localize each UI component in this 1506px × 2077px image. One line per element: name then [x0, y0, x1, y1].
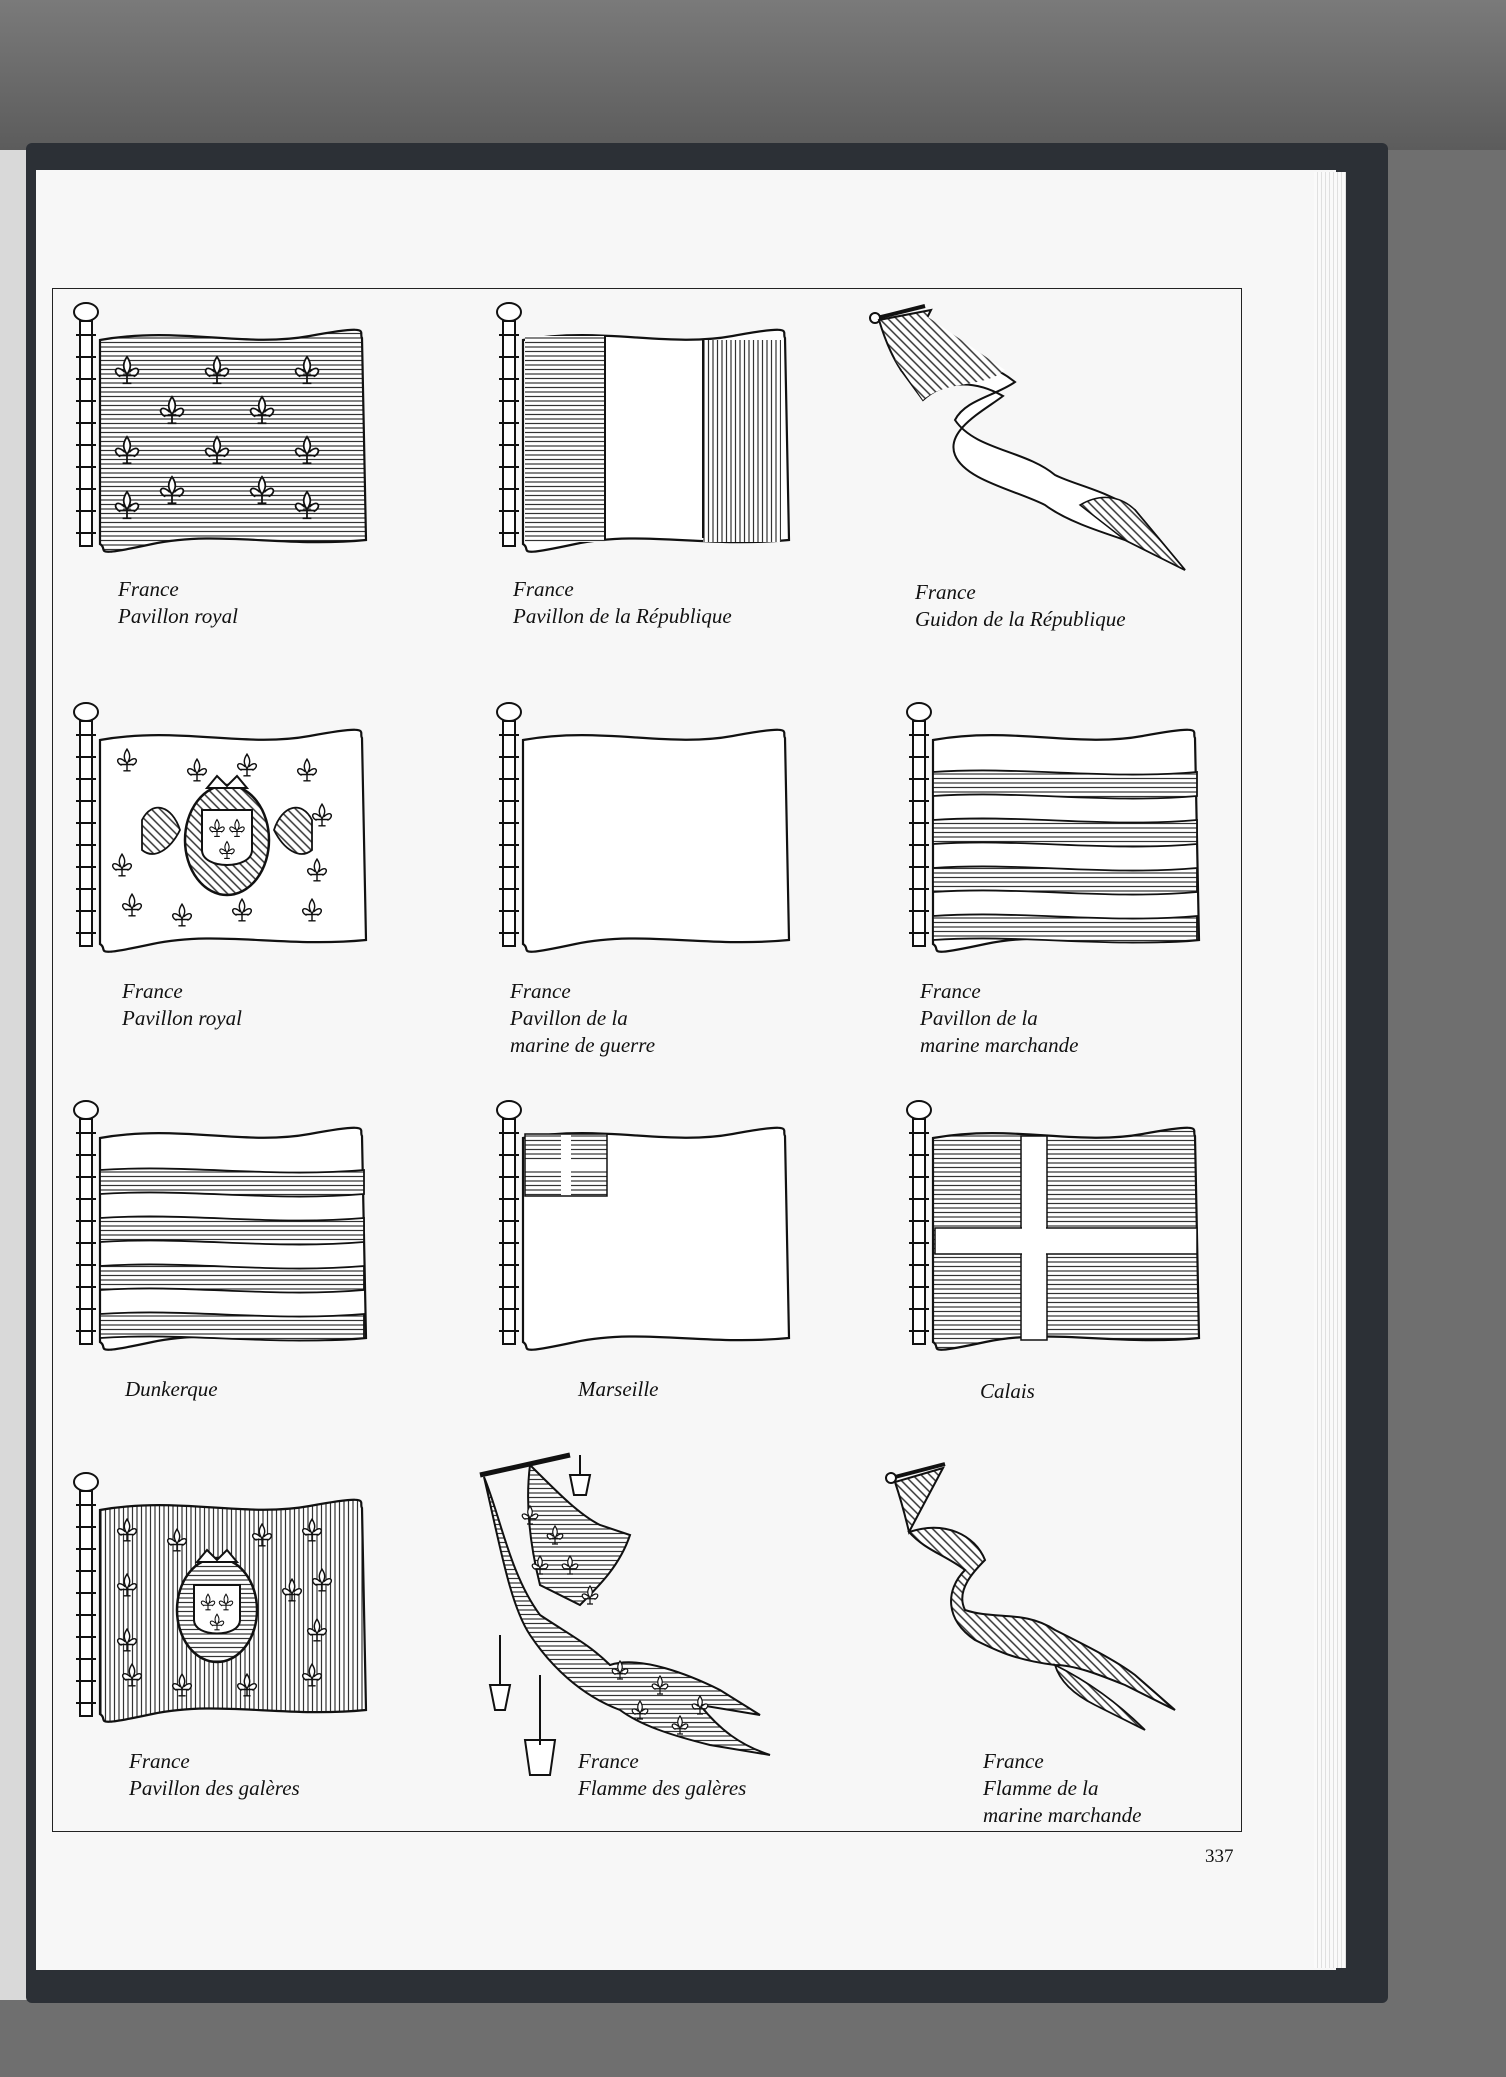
page-edges [1314, 172, 1346, 1968]
cross-horizontal [525, 1161, 607, 1171]
flag-royal-arms-illustration [72, 700, 392, 970]
stripe [933, 914, 1197, 942]
caption-line: France [122, 979, 183, 1003]
caption-line: France [578, 1749, 639, 1773]
caption-line: Flamme de la [983, 1776, 1099, 1800]
caption-line: Dunkerque [125, 1377, 218, 1401]
pole-finial [907, 703, 931, 721]
caption-line: Flamme des galères [578, 1776, 747, 1800]
stripe [100, 1312, 364, 1340]
caption-line: Pavillon de la [510, 1006, 628, 1030]
caption-line: Calais [980, 1379, 1035, 1403]
caption-line: France [920, 979, 981, 1003]
caption-line: France [915, 580, 976, 604]
caption-line: France [129, 1749, 190, 1773]
flag-field [100, 330, 366, 552]
flag-caption [915, 579, 1126, 633]
caption-line: marine marchande [983, 1803, 1142, 1827]
flag-caption [920, 978, 1078, 1059]
streamer-ribbon [909, 1528, 1175, 1710]
page-number: 337 [1205, 1846, 1234, 1867]
caption-line: France [118, 577, 179, 601]
pole-finial [907, 1101, 931, 1119]
caption-line: Marseille [578, 1377, 659, 1401]
flag-caption [578, 1376, 658, 1403]
stripe [933, 770, 1197, 798]
flag-pole [80, 1491, 92, 1716]
flag-pole [503, 721, 515, 946]
flag-caption [980, 1378, 1035, 1405]
flag-caption [513, 576, 732, 630]
flag-caption [983, 1748, 1141, 1829]
pole-finial [497, 1101, 521, 1119]
flag-caption [122, 978, 242, 1032]
caption-line: France [510, 979, 571, 1003]
flag-pole [913, 721, 925, 946]
caption-line: France [513, 577, 574, 601]
flag-field [523, 730, 789, 952]
band-red [703, 340, 781, 542]
band-blue [525, 336, 605, 542]
streamer-head [895, 1468, 943, 1532]
flag-tricolore-illustration [495, 300, 815, 570]
flag-caption [129, 1748, 300, 1802]
flag-plain-illustration [495, 700, 815, 970]
stripe [933, 818, 1197, 846]
pole-finial [74, 303, 98, 321]
flag-guidon-illustration [865, 300, 1225, 580]
flag-dunkerque-illustration [72, 1098, 392, 1368]
pole-finial [74, 703, 98, 721]
background-top [0, 0, 1506, 150]
pole-finial [74, 1473, 98, 1491]
flag-flamme-illustration [470, 1455, 850, 1745]
tassel [525, 1675, 555, 1775]
caption-line: Pavillon de la [920, 1006, 1038, 1030]
flag-pole [503, 1119, 515, 1344]
caption-line: Pavillon des galères [129, 1776, 300, 1800]
flag-galeres-illustration [72, 1470, 392, 1740]
guidon-tail [1080, 497, 1185, 570]
flag-pole [80, 1119, 92, 1344]
tassel [490, 1635, 510, 1710]
pole-finial [74, 1101, 98, 1119]
flag-caption [578, 1748, 746, 1802]
flag-pole [80, 721, 92, 946]
caption-line: France [983, 1749, 1044, 1773]
staff [480, 1455, 570, 1475]
caption-line: Pavillon royal [118, 604, 238, 628]
caption-line: Pavillon de la République [513, 604, 732, 628]
caption-line: Guidon de la République [915, 607, 1126, 631]
cross-center [1022, 1227, 1046, 1255]
pole-finial [497, 703, 521, 721]
caption-line: marine de guerre [510, 1033, 656, 1057]
flag-pole [80, 321, 92, 546]
tassel [570, 1455, 590, 1495]
caption-line: Pavillon royal [122, 1006, 242, 1030]
cross-horizontal [935, 1228, 1197, 1254]
stripe [100, 1264, 364, 1292]
flag-streamer-illustration [885, 1460, 1245, 1750]
pole-finial [497, 303, 521, 321]
stripe [933, 866, 1197, 894]
stripe [100, 1216, 364, 1244]
flag-caption [118, 576, 238, 630]
flag-stripes-illustration [905, 700, 1225, 970]
caption-line: marine marchande [920, 1033, 1079, 1057]
flag-pole [913, 1119, 925, 1344]
flag-caption [510, 978, 655, 1059]
flag-pavillon-royal-illustration [72, 300, 392, 570]
flag-caption [125, 1376, 218, 1403]
stripe [100, 1168, 364, 1196]
flag-calais-illustration [905, 1098, 1225, 1368]
flag-marseille-illustration [495, 1098, 815, 1368]
flag-pole [503, 321, 515, 546]
